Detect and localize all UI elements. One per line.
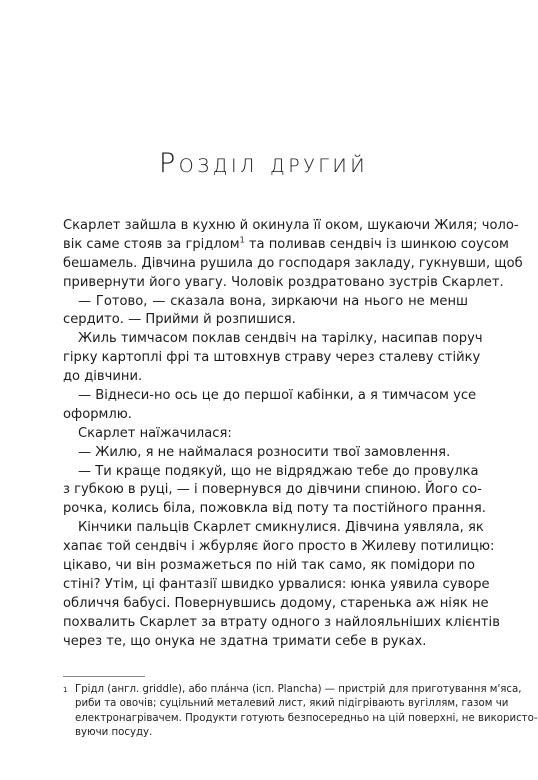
text-line: — Готово, — сказала вона, зиркаючи на нього не менш xyxy=(78,293,468,309)
body-text xyxy=(63,217,523,651)
text-line: через те, що онука не здатна тримати себе в руках. xyxy=(63,633,427,649)
text-line: Кінчики пальців Скарлет смикнулися. Дівчина уявляла, як xyxy=(78,520,484,536)
text-line: сердито. — Прийми й розпишися. xyxy=(63,312,296,328)
text-line: — Ти краще подякуй, що не відряджаю тебе до провулка xyxy=(78,463,479,479)
text-line: оформлю. xyxy=(63,406,132,422)
text-line: стіні? Утім, ці фантазії швидко урвалися: юнка уявила суворе xyxy=(63,576,490,592)
footnote-text: Грідл (англ. griddle), або пла́нча (ісп. Plancha) — пристрій для приготування м'яса, xyxy=(75,684,522,695)
text-line: бешамель. Дівчина рушила до господаря закладу, гукнувши, щоб xyxy=(63,255,523,271)
footnote-reference[interactable]: 1 xyxy=(239,235,245,245)
text-line: рочка, колись біла, пожовкла від поту та постійного прання. xyxy=(63,501,486,517)
footnote-line: вуючи посуду. xyxy=(75,727,153,739)
footnote-line: електронагрівачем. Продукти готують безпосередньо на цій поверхні, не використо- xyxy=(75,712,538,724)
text-line: Скарлет зайшла в кухню й окинула її оком, шукаючи Жиля; чоло- xyxy=(63,218,519,233)
text-line: до дівчини. xyxy=(63,369,143,385)
text-line: — Віднеси-но ось це до першої кабінки, а я тимчасом усе xyxy=(78,388,477,404)
footnote-divider xyxy=(63,676,145,677)
text-line: привернути його увагу. Чоловік роздратовано зустрів Скарлет. xyxy=(63,274,504,290)
text-line: Скарлет наїжачилася: xyxy=(78,425,232,441)
text-fragment: та поливав сендвіч із шинкою соусом xyxy=(244,236,509,252)
text-line: з губкою в руці, — і повернувся до дівчини спиною. Його со- xyxy=(63,482,482,498)
footnote-mark: 1 xyxy=(63,686,68,694)
text-line: — Жилю, я не наймалася розносити твої замовлення. xyxy=(78,444,451,460)
footnote-line xyxy=(63,683,522,697)
text-line: цікаво, чи він розмажеться по ній так само, як помідори по xyxy=(63,558,476,574)
text-fragment: вік саме стояв за грідлом xyxy=(63,236,240,252)
footnote-line: риби та овочів; суцільний металевий лист, який підігрівають вугіллям, газом чи xyxy=(75,698,509,710)
text-line xyxy=(63,235,509,255)
footnote xyxy=(63,683,538,741)
text-line: Жиль тимчасом поклав сендвіч на тарілку, насипав поруч xyxy=(78,331,483,347)
chapter-title: Розділ другий xyxy=(158,148,369,179)
text-line: хапає той сендвіч і жбурляє його просто в Жилеву потилицю: xyxy=(63,539,495,555)
text-line: обличчя бабусі. Повернувшись додому, старенька аж ніяк не xyxy=(63,595,489,611)
text-line: похвалить Скарлет за втрату одного з найлояльніших клієнтів xyxy=(63,614,500,630)
text-line: гірку картоплі фрі та штовхнув страву через сталеву стійку xyxy=(63,350,481,366)
